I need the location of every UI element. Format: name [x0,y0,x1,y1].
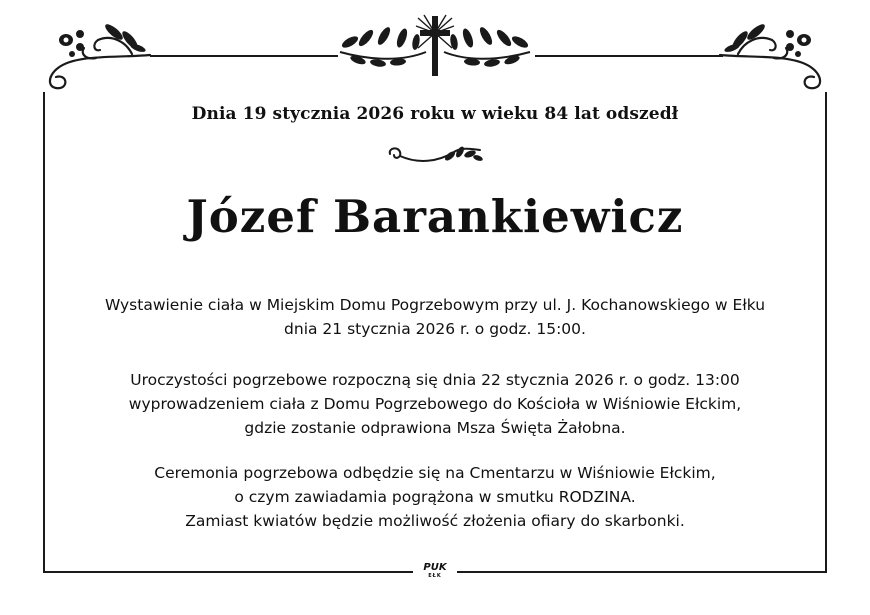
puk-logo [416,563,454,579]
logo-text: PUK [423,562,447,573]
paragraph-line: o czym zawiadamia pogrążona w smutku RODZINA. [234,488,636,506]
logo-subtext: EŁK [428,573,442,579]
leaf-divider-icon [384,142,484,168]
paragraph-line: dnia 21 stycznia 2026 r. o godz. 15:00. [284,320,586,338]
paragraph-line: wyprowadzeniem ciała z Domu Pogrzebowego do Kościoła w Wiśniowie Ełckim, [128,395,742,413]
top-rule-right [535,55,723,57]
paragraph-line: Uroczystości pogrzebowe rozpoczną się dnia 22 stycznia 2026 r. o godz. 13:00 [130,371,740,389]
paragraph-line: gdzie zostanie odprawiona Msza Święta Żałobna. [244,419,626,437]
paragraph-viewing [44,293,826,341]
paragraph-line: Wystawienie ciała w Miejskim Domu Pogrzebowym przy ul. J. Kochanowskiego w Ełku [104,296,766,314]
paragraph-burial [44,461,826,533]
cross-icon [414,14,456,78]
paragraph-line: Zamiast kwiatów będzie możliwość złożenia ofiary do skarbonki. [185,512,685,530]
paragraph-line: Ceremonia pogrzebowa odbędzie się na Cmentarzu w Wiśniowie Ełckim, [154,464,716,482]
paragraph-ceremony [44,368,826,440]
frame-bottom-border-right [457,571,827,573]
frame-bottom-border-left [43,571,413,573]
deceased-name: Józef Barankiewicz [186,190,684,243]
top-rule-left [150,55,338,57]
notice-headline: Dnia 19 stycznia 2026 roku w wieku 84 lat odszedł [191,104,679,124]
corner-swirl-icon [36,14,156,94]
corner-swirl-icon [714,14,834,94]
